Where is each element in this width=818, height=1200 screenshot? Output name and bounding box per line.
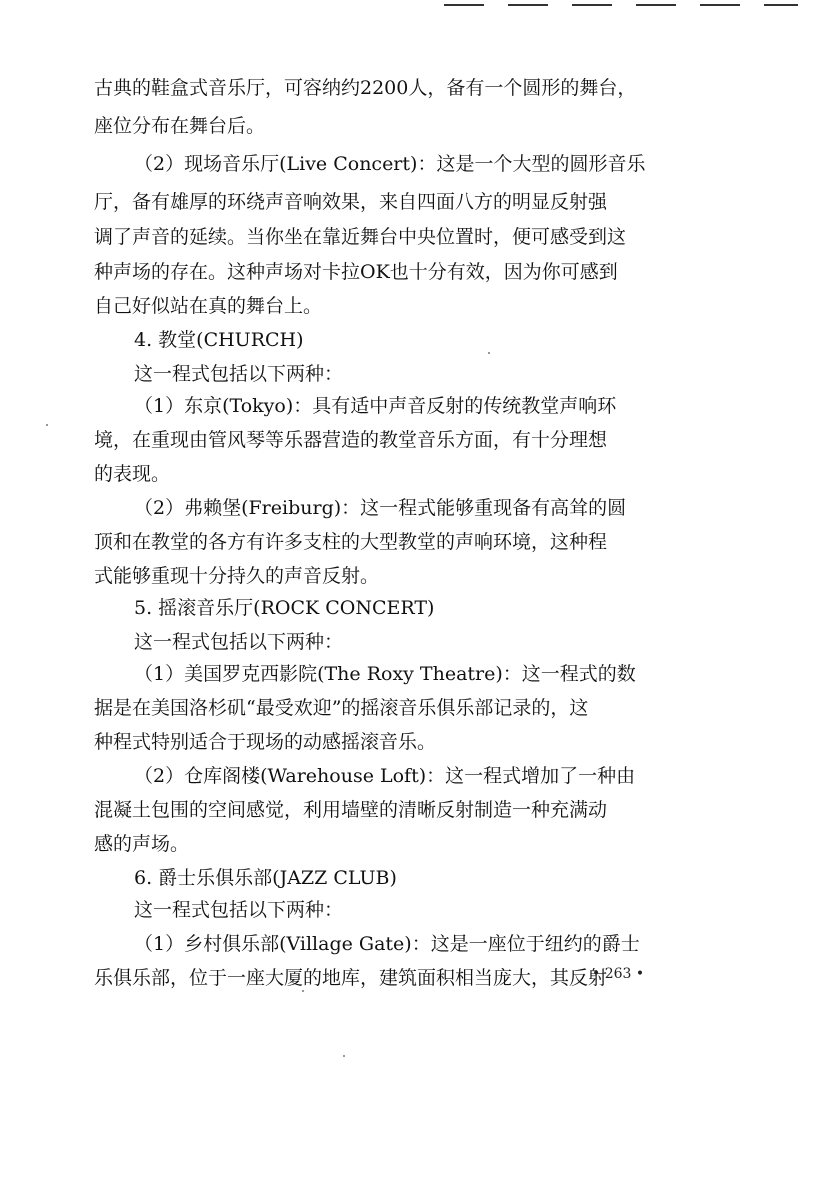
- text-line: 种声场的存在。这种声场对卡拉OK也十分有效，因为你可感到: [94, 261, 618, 283]
- text-line: 种程式特别适合于现场的动感摇滚音乐。: [94, 731, 437, 753]
- text-line: 式能够重现十分持久的声音反射。: [94, 565, 380, 587]
- section-heading: 6. 爵士乐俱乐部(JAZZ CLUB): [134, 867, 397, 889]
- page-number: • 263 •: [592, 966, 645, 982]
- header-rule: [636, 4, 676, 6]
- text-line: （1）东京(Tokyo)：具有适中声音反射的传统教堂声响环: [134, 395, 617, 417]
- scan-speck: [488, 352, 490, 354]
- scan-speck: [46, 424, 48, 426]
- text-line: 这一程式包括以下两种：: [134, 631, 344, 653]
- text-line: 混凝土包围的空间感觉，利用墙壁的清晰反射制造一种充满动: [94, 799, 608, 821]
- text-line: 这一程式包括以下两种：: [134, 363, 344, 385]
- text-line: 古典的鞋盒式音乐厅，可容纳约2200人，备有一个圆形的舞台，: [94, 77, 637, 99]
- header-rules: [444, 0, 804, 14]
- header-rule: [444, 4, 484, 6]
- text-line: 感的声场。: [94, 833, 190, 855]
- text-line: 据是在美国洛杉矶“最受欢迎”的摇滚音乐俱乐部记录的，这: [94, 697, 589, 719]
- header-rule: [508, 4, 548, 6]
- header-rule: [572, 4, 612, 6]
- section-heading: 5. 摇滚音乐厅(ROCK CONCERT): [134, 597, 435, 619]
- text-line: （2）现场音乐厅(Live Concert)：这是一个大型的圆形音乐: [134, 153, 646, 175]
- text-line: 自己好似站在真的舞台上。: [94, 295, 323, 317]
- section-heading: 4. 教堂(CHURCH): [134, 329, 304, 351]
- text-line: 境，在重现由管风琴等乐器营造的教堂音乐方面，有十分理想: [94, 429, 608, 451]
- scan-speck: [302, 990, 304, 992]
- text-line: 的表现。: [94, 463, 171, 485]
- text-line: （2）仓库阁楼(Warehouse Loft)：这一程式增加了一种由: [134, 765, 636, 787]
- text-line: 这一程式包括以下两种：: [134, 899, 344, 921]
- header-rule: [700, 4, 740, 6]
- header-rule: [764, 4, 798, 6]
- text-line: 乐俱乐部，位于一座大厦的地库，建筑面积相当庞大，其反射: [94, 967, 608, 989]
- text-line: （2）弗赖堡(Freiburg)：这一程式能够重现备有高耸的圆: [134, 497, 627, 519]
- text-line: 调了声音的延续。当你坐在靠近舞台中央位置时，便可感受到这: [94, 226, 627, 248]
- text-line: （1）美国罗克西影院(The Roxy Theatre)：这一程式的数: [134, 663, 636, 685]
- text-line: （1）乡村俱乐部(Village Gate)：这是一座位于纽约的爵士: [134, 933, 640, 955]
- text-line: 座位分布在舞台后。: [94, 115, 266, 137]
- scan-speck: [343, 1055, 345, 1057]
- text-line: 厅，备有雄厚的环绕声音响效果，来自四面八方的明显反射强: [94, 191, 608, 213]
- text-line: 顶和在教堂的各方有许多支柱的大型教堂的声响环境，这种程: [94, 531, 608, 553]
